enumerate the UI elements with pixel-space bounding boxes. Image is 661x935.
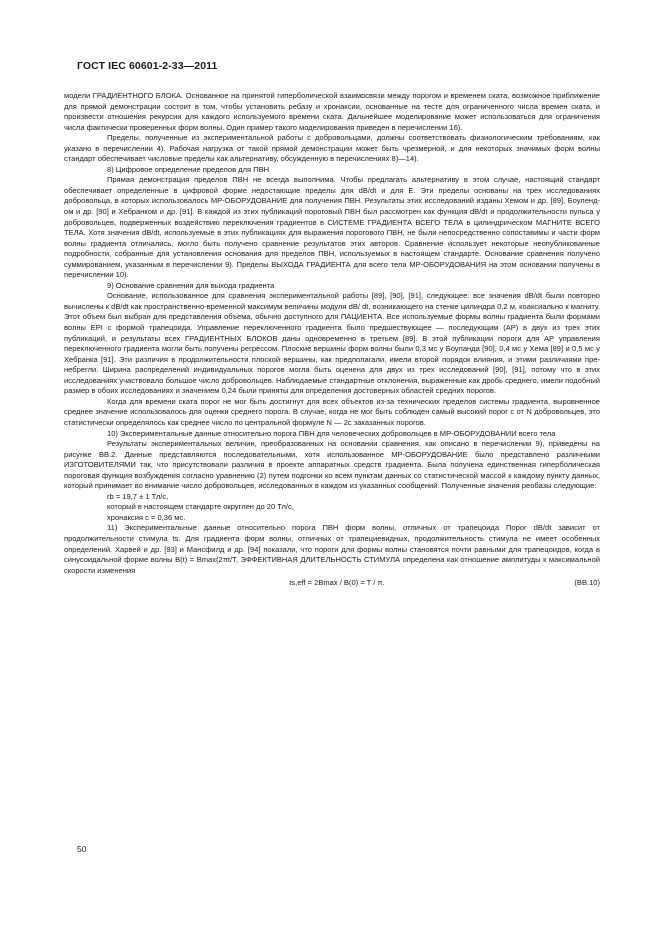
paragraph-1: модели ГРАДИЕНТНОГО БЛОКА. Основанное на принятой гиперболической взаимосвязи между порогом и временем ската, возможное приближение для прямой демонстрации состоит в том, чтобы установить ребазу и хронаксии, основанные на тесте для ограниченного числа времен ската, и произвести отношения рекурсии для каждого используемого времени ската. Дальнейшее моделирование может использоваться для ограничения числа фактически проверенных форм волны. Один пример такого моделирования приведен в перечислении 16). bbox=[64, 91, 600, 132]
chronaxie-value: хронаксия с = 0,36 мс. bbox=[107, 512, 186, 522]
standard-header: ГОСТ IEC 60601-2-33—2011 bbox=[77, 60, 218, 72]
paragraph-3: Прямая демонстрация пределов ПВН не всегда выполнима. Чтобы предлагать альтернативу в этом случае, настоящий стандарт обеспечивает определенные в цифровой форме недостающие пределы для dB/dt и для E. Эти пределы основаны на трех исследованиях добровольца, в которых использовалось МР-ОБОРУДОВАНИЕ для получения ПВН. Результаты этих исследований изданы Хемом и др. [89], Боулендом и др. [90] и Хебранком и др. [91]. В каждой из этих публикаций пороговый ПВН был рассмотрен как функция dB/dt и продолжительности пульса у добровольцев, подверженных воздействию переключения градиентов в СИСТЕМЕ ГРАДИЕНТА ВСЕГО ТЕЛА в цилиндрическом МАГНИТЕ ВСЕГО ТЕЛА. Хотя значения dB/dt, используемые в этих публикациях для выражения порогового ПВН, не были непосредственно сопоставимы и части форм волны градиента отличались, могло быть получено сравнение результатов этих авторов. Сравнение использует некоторые неопубликованные подробности, собранные для установления основания для пределов ПВН, используемых в настоящем стандарте. Основание сравнения получено суммированием, указанным в перечислении 9). Пределы ВЫХОДА ГРАДИЕНТА для всего тела МР-ОБОРУДОВАНИЯ на этом основании получены в перечислении 10). bbox=[64, 175, 600, 280]
rheobase-rounding: который в настоящем стандарте округлен до 20 Тл/с, bbox=[107, 502, 294, 512]
paragraph-5: Когда для времени ската порог не мог быть достигнут для всех объектов из-за технических пределов системы градиента, выровненное среднее значение использовалось для оценки среднего порога. В случае, когда не мог быть соблюден самый высокий порог с от N добровольцев, это статистически определялось как среднее число по центральной формуле N — 2с заказанных порогов. bbox=[64, 396, 600, 427]
equation-number: (ВВ.10) bbox=[574, 578, 600, 588]
rheobase-value: rb = 19,7 ± 1 Тл/с, bbox=[107, 491, 169, 501]
equation-line bbox=[64, 578, 600, 589]
section-heading-9: 9) Основание сравнения для выхода градиента bbox=[107, 280, 275, 290]
section-heading-8: 8) Цифровое определение пределов для ПВН bbox=[107, 164, 270, 174]
paragraph-2: Пределы, полученные из экспериментальной работы с добровольцами, должны соответствовать физиологическим требованиям, как указано в перечислении 4). Рабочая нагрузка от такой прямой демонстрации может быть чрезмерной, и для некоторых значимых форм волны стандарт обеспечивает числовые пределы как альтернативу, обсужденную в перечислениях 8)—14). bbox=[64, 133, 600, 164]
equation-formula: ts,eff = 2Bmax / B(0) = T / π. bbox=[289, 578, 385, 588]
paragraph-6: Результаты экспериментальных величин, преобразованных на основании сравнения, как описано в перечислении 9), приведены на рисунке ВВ.2. Данные представляются последовательными, хотя использованное МР-ОБОРУДОВАНИЕ было представлено различными ИЗГОТОВИТЕЛЯМИ так, что присутствовали различия в проекте аппаратных средств градиента. Была получена единственная гиперболическая пороговая функция возбуждения согласно уравнению (2) путем подгонки ко всем пунктам данных со статистической массой к каждому пункту данных, который принимает во внимание число добровольцев, исследованных в каждом из указанных сообщений. Полученные значения реобазы следующие: bbox=[64, 439, 600, 491]
body-text bbox=[64, 91, 600, 589]
paragraph-4: Основание, использованное для сравнения экспериментальной работы [89], [90], [91], следующее: все значения dB/dt были повторно вычислены к dB/dt как пространственно-временной максимум величины модуля dB/ dt, возникающего на стенке цилиндра 0,2 м, коаксиально к магниту. Этот объем был выбран для представления объема, обычно доступного для ПАЦИЕНТА. Все используемые формы волны градиента были формами волны EPI с формой трапецоида. Управление переключенного градиента было предшествующее — последующим (АР) в двух из трех этих публикаций, и результаты всех ГРАДИЕНТНЫХ БЛОКОВ даны одновременно в третьем [89]. В этой публикации пороги для АР управления переключенного градиента могли быть получены регрессом. Плоские вершины форм волны были 0,3 мс у Боуланда [90], 0,4 мс у Хема [89] и 0,5 мс у Хебранка [91]. Эти различия в продолжительности плоской вершины, как предполагали, имели второй порядок влияния, и этими различиями пренебрегли. Ширина распределений индивидуальных порогов могла быть оценена для двух из трех исследований [90], [91], потому что в этих исследованиях участвовало большое число добровольцев. Наблюдаемые стандартные отклонения, выраженные как дробь среднего, имели подобный размер в обоих исследованиях и значением 0,24 были приняты для определения достоверных областей средних порогов. bbox=[64, 291, 600, 396]
section-heading-10: 10) Экспериментальные данные относительно порога ПВН для человеческих добровольцев в МР-ОБОРУДОВАНИИ всего тела bbox=[107, 428, 556, 438]
paragraph-7: 11) Экспериментальные данные относительно порога ПВН форм волны, отличных от трапецоида Порог dB/dt зависит от продолжительности стимула ts. Для градиента форм волны, отличных от трапециевидных, продолжительность стимула не имеет особенных определений. Харвей и др. [93] и Мансфилд и др. [94] показали, что пороги для формы волны становятся почти равными для трапецоидов, когда в синусоидальной форме волны B(t) = Bmax(2πt/T, ЭФФЕКТИВНАЯ ДЛИТЕЛЬНОСТЬ СТИМУЛА определена как отношение амплитуды к максимальной скорости изменения bbox=[64, 523, 600, 575]
page-number: 50 bbox=[77, 844, 87, 854]
